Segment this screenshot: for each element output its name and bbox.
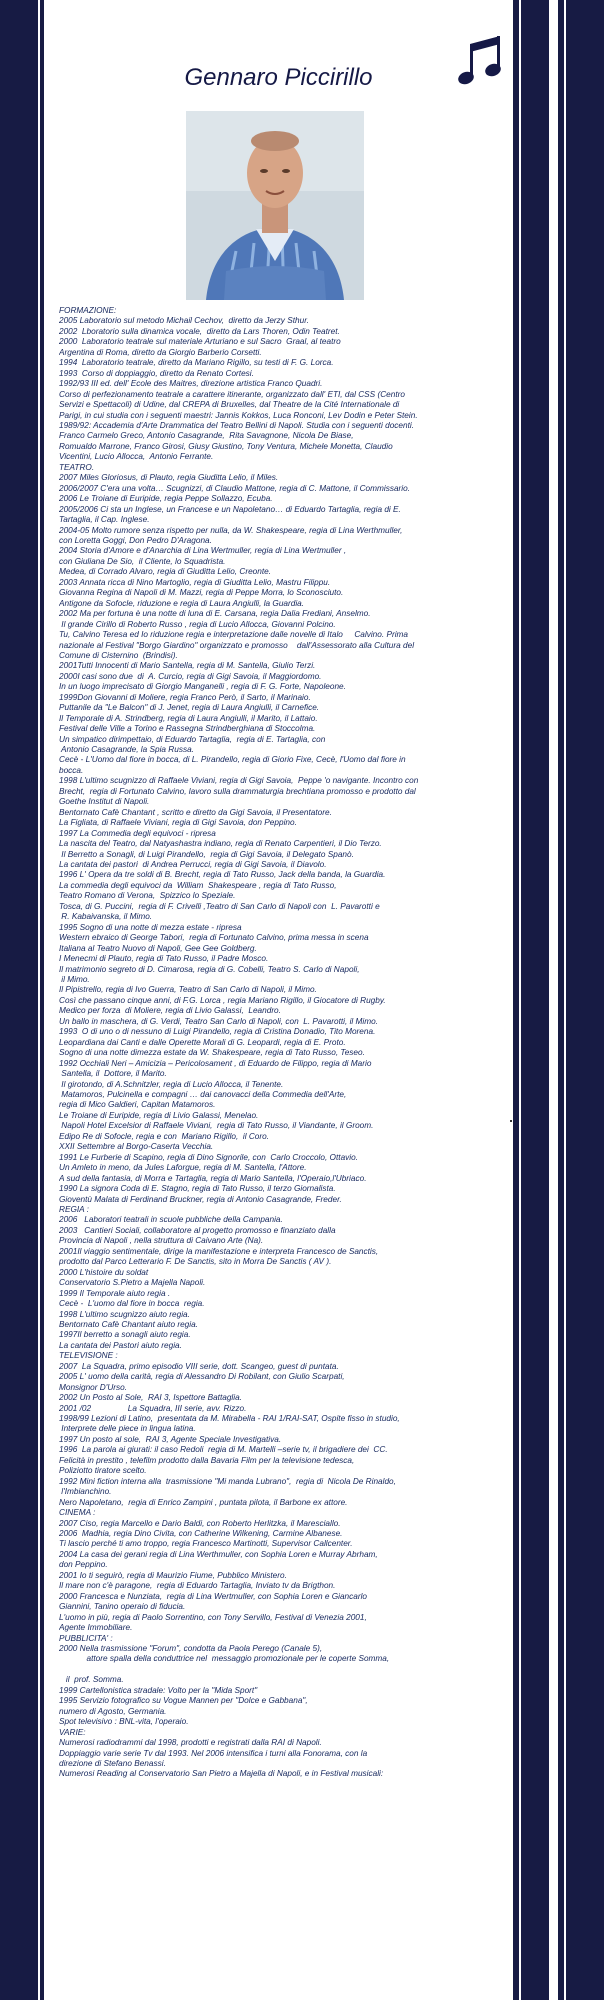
text-line: Un ballo in maschera, di G. Verdi, Teatro San Carlo di Napoli, con L. Pavarotti, il Mimo.: [59, 1016, 378, 1026]
right-outer-stripe: [564, 0, 566, 2000]
text-line: prodotto dal Parco Letterario F. De Sanctis, sito in Morra De Sanctis ( AV ).: [59, 1257, 332, 1267]
text-line: Santella, il Dottore, il Marito.: [59, 1069, 167, 1079]
text-line: 1999Don Giovanni di Moliere, regia Franco Però, il Sarto, il Marinaio.: [59, 692, 311, 702]
text-line: 2007 La Squadra, primo episodio VIII serie, dott. Scangeo, guest di puntata.: [59, 1361, 339, 1371]
text-line: 2006/2007 C'era una volta… Scugnizzi, di Claudio Mattone, regia di C. Mattone, il Commissario.: [59, 483, 410, 493]
text-line: Giovanna Regina di Napoli di M. Mazzi, regia di Peppe Morra, lo Sconosciuto.: [59, 588, 344, 598]
text-line: REGIA :: [59, 1204, 89, 1214]
text-line: Provincia di Napoli , nella struttura di Caivano Arte (Na).: [59, 1236, 264, 1246]
text-line: 1996 L' Opera da tre soldi di B. Brecht, regia di Tato Russo, Jack della banda, la Guardia.: [59, 870, 386, 880]
text-line: Il Berretto a Sonagli, di Luigi Pirandello, regia di Gigi Savoia, il Delegato Spanò.: [59, 849, 354, 859]
text-line: 2006 Le Troiane di Euripide, regia Peppe Sollazzo, Ecuba.: [59, 494, 273, 504]
text-line: numero di Agosto, Germania.: [59, 1706, 167, 1716]
text-line: Spot televisivo : BNL-vita, l'operaio.: [59, 1717, 189, 1727]
text-line: PUBBLICITA' :: [59, 1633, 113, 1643]
text-line: 2004-05 Molto rumore senza rispetto per nulla, da W. Shakespeare, regia di Lina Werthmuller,: [59, 525, 403, 535]
text-line: 2007 Ciso, regia Marcello e Dario Baldi, con Roberto Herlitzka, il Maresciallo.: [59, 1518, 341, 1528]
text-line: il Mimo.: [59, 975, 90, 984]
text-line: 1990 La signora Coda di E. Stagno, regia di Tato Russo, il terzo Giornalista.: [59, 1184, 336, 1194]
text-line: I Menecmi di Plauto, regia di Tato Russo, il Padre Mosco.: [59, 954, 269, 964]
text-line: 1993 Corso di doppiaggio, diretto da Renato Cortesi.: [59, 368, 254, 378]
text-line: Napoli Hotel Excelsior di Raffaele Viviani, regia di Tato Russo, il Viandante, il Groom.: [59, 1121, 374, 1131]
text-line: Gioventù Malata di Ferdinand Bruckner, regia di Antonio Casagrande, Freder.: [59, 1194, 342, 1204]
text-line: Nero Napoletano, regia di Enrico Zampini , puntata pilota, il Barbone ex attore.: [59, 1497, 348, 1507]
text-line: regia di Mico Galdieri, Capitan Matamoros.: [59, 1100, 216, 1110]
text-line: 2000 Laboratorio teatrale sul materiale Arturiano e sul Sacro Graal, al teatro: [59, 337, 341, 347]
text-line: 1992 Mini fiction interna alla trasmissione "Mi manda Lubrano", regia di Nicola De Rinaldo,: [59, 1476, 396, 1486]
text-line: 2001 Io ti seguirò, regia di Maurizio Fiume, Pubblico Ministero.: [59, 1570, 287, 1580]
text-line: 1995 Sogno di una notte di mezza estate - ripresa: [59, 922, 242, 932]
text-line: Edipo Re di Sofocle, regia e con Mariano Rigillo, il Coro.: [59, 1131, 270, 1141]
text-line: 1998 L'ultimo scugnizzo aiuto regia.: [59, 1309, 190, 1319]
text-line: VARIE:: [59, 1727, 86, 1737]
text-line: Il girotondo, di A.Schnitzler, regia di Lucio Allocca, il Tenente.: [59, 1079, 284, 1089]
text-line: Italiana al Teatro Nuovo di Napoli, Gee Gee Goldberg.: [59, 943, 257, 953]
text-line: Sogno di una notte dimezza estate da W. Shakespeare, regia di Tato Russo, Teseo.: [59, 1048, 365, 1058]
text-line: 2000I casi sono due di A. Curcio, regia di Gigi Savoia, il Maggiordomo.: [59, 671, 322, 681]
text-line: 1997 Un posto al sole, RAI 3, Agente Speciale Investigativa.: [59, 1434, 282, 1444]
portrait-photo: [186, 111, 364, 300]
text-line: Tosca, di G. Puccini, regia di F. Crivelli ,Teatro di San Carlo di Napoli con L. Pavarotti e: [59, 901, 380, 911]
text-line: Cecè - L'uomo dal fiore in bocca regia.: [59, 1299, 205, 1309]
text-line: 1997 La Commedia degli equivoci - ripresa: [59, 828, 216, 838]
text-line: Servizi e Spettacoli) di Udine, dal CREPA di Bruxelles, dal Theatre de la Cité Internationale di: [59, 400, 400, 410]
text-line: Vicentini, Lucio Allocca, Antonio Ferrante.: [59, 452, 214, 462]
text-line: Il mare non c'è paragone, regia di Eduardo Tartaglia, Inviato tv da Brigthon.: [59, 1581, 336, 1591]
text-line: 2000 Nella trasmissione "Forum", condotta da Paola Perego (Canale 5),: [59, 1644, 323, 1653]
text-line: Western ebraico di George Tabori, regia di Fortunato Calvino, prima messa in scena: [59, 933, 369, 943]
text-line: Argentina di Roma, diretto da Giorgio Barberio Corsetti.: [59, 347, 262, 357]
text-line: 2005 Laboratorio sul metodo Michail Cechov, diretto da Jerzy Sthur.: [59, 316, 309, 326]
text-line: 2001Il viaggio sentimentale, dirige la manifestazione e interpreta Francesco de Sanctis,: [59, 1246, 379, 1256]
text-line: 1998 L'ultimo scugnizzo di Raffaele Viviani, regia di Gigi Savoia, Peppe 'o navigante. Incontro con: [59, 776, 419, 786]
text-line: 2003 Cantieri Sociali, collaboratore al progetto promosso e finanziato dalla: [59, 1225, 336, 1235]
text-line: Poliziotto tiratore scelto.: [59, 1466, 147, 1476]
text-line: Leopardiana dai Canti e dalle Operette Morali di G. Leopardi, regia di E. Proto.: [59, 1037, 346, 1047]
text-line: CINEMA :: [59, 1508, 96, 1518]
text-line: Brecht, regia di Fortunato Calvino, lavoro sulla drammaturgia brechtiana promosso e prodotto dal: [59, 786, 416, 796]
text-line: 2005 L' uomo della carità, regia di Alessandro Di Robilant, con Giulio Scarpati,: [59, 1372, 345, 1382]
text-line: 2005/2006 Ci sta un Inglese, un Francese e un Napoletano… di Eduardo Tartaglia, regia di E.: [59, 504, 401, 514]
text-line: A sud della fantasia, di Morra e Tartaglia, regia di Mario Santella, l'Operaio,l'Ubriaco.: [59, 1173, 367, 1183]
text-line: Medico per forza di Moliere, regia di Livio Galassi, Leandro.: [59, 1006, 281, 1016]
text-line: XXII Settembre al Borgo-Caserta Vecchia.: [59, 1142, 214, 1152]
text-line: 2002 Un Posto al Sole, RAI 3, Ispettore Battaglia.: [59, 1393, 242, 1403]
text-line: 2002 Lboratorio sulla dinamica vocale, diretto da Lars Thoren, Odin Teatret.: [59, 326, 340, 336]
text-line: 1999 Il Temporale aiuto regia .: [59, 1288, 171, 1298]
text-line: l'Imbianchino.: [59, 1487, 112, 1497]
text-line: Doppiaggio varie serie Tv dal 1993. Nel 2006 intensifica i turni alla Fonorama, con la: [59, 1748, 368, 1758]
text-line: 2007 Miles Gloriosus, di Plauto, regia Giuditta Lelio, il Miles.: [59, 473, 279, 483]
text-line: 1989/92: Accademia d'Arte Drammatica del Teatro Bellini di Napoli. Studia con i seguenti docenti.: [59, 420, 414, 430]
text-line: Corso di perfezionamento teatrale a carattere itinerante, organizzato dall' ETI, dal CSS (Centro: [59, 389, 405, 399]
text-line: L'uomo in più, regia di Paolo Sorrentino, con Tony Servillo, Festival di Venezia 2001,: [59, 1612, 367, 1622]
text-line: 2000 L'histoire du soldat: [59, 1267, 149, 1277]
text-line: FORMAZIONE:: [59, 306, 117, 315]
text-line: Teatro Romano di Verona, Spizzico lo Speziale.: [59, 891, 236, 901]
text-line: con Giuliana De Sio, il Cliente, lo Squadrista.: [59, 556, 226, 566]
biography-text: [59, 306, 504, 1780]
text-line: 2004 Storia d'Amore e d'Anarchia di Lina Wertmuller, regia di Lina Wertmuller ,: [59, 546, 347, 556]
text-line: Cecè - L'Uomo dal fiore in bocca, di L. Pirandello, regia di Giorio Fixe, Cecè, l'Uomo dal fiore in: [59, 755, 406, 765]
text-line: Antonio Casagrande, la Spia Russa.: [59, 745, 194, 755]
text-line: Comune di Cisternino (Brindisi).: [59, 650, 178, 660]
text-line: 1991 Le Furberie di Scapino, regia di Dino Signorile, con Carlo Croccolo, Ottavio.: [59, 1152, 358, 1162]
text-line: 1995 Servizio fotografico su Vogue Mannen per "Dolce e Gabbana",: [59, 1696, 308, 1706]
text-line: Festival delle Ville a Torino e Rassegna Strindberghiana di Stoccolma.: [59, 724, 316, 734]
text-line: Il Temporale di A. Strindberg, regia di Laura Angiulli, il Marito, il Lattaio.: [59, 713, 318, 723]
text-line: Monsignor D'Urso.: [59, 1382, 128, 1392]
text-line: Matamoros, Pulcinella e compagni … dai canovacci della Commedia dell'Arte,: [59, 1089, 347, 1099]
text-line: don Peppino.: [59, 1560, 108, 1570]
text-line: 1992/93 III ed. dell' Ecole des Maitres, direzione artistica Franco Quadri.: [59, 379, 323, 389]
text-line: 2003 Annata ricca di Nino Martoglio, regia di Giuditta Lelio, Mastru Filippu.: [59, 577, 331, 587]
text-line: bocca.: [59, 765, 84, 775]
text-line: [59, 1665, 504, 1675]
page-title: Gennaro Piccirillo: [184, 64, 373, 91]
text-line: 2006 Laboratori teatrali in scuole pubbliche della Campania.: [59, 1215, 283, 1225]
text-line: R. Kabaivanska, il Mimo.: [59, 912, 153, 922]
text-line: Romualdo Marrone, Franco Girosi, Giusy Giustino, Tony Ventura, Michele Monetta, Claudio: [59, 441, 393, 451]
text-line: il prof. Somma.: [59, 1675, 124, 1685]
text-line: 2006 Madhia, regia Dino Civita, con Catherine Wilkening, Carmine Albanese.: [59, 1529, 343, 1539]
text-line: Felicità in prestito , telefilm prodotto dalla Bavaria Film per la televisione tedesca,: [59, 1455, 355, 1465]
text-line: Numerosi Reading al Conservatorio San Pietro a Majella di Napoli, e in Festival musicali:: [59, 1769, 384, 1779]
text-line: direzione di Stefano Benassi.: [59, 1758, 166, 1768]
text-line: TEATRO.: [59, 462, 95, 472]
text-line: La Figliata, di Raffaele Viviani, regia di Gigi Savoia, don Peppino.: [59, 818, 297, 828]
text-line: 2004 La casa dei gerani regia di Lina Werthmuller, con Sophia Loren e Murray Abrham,: [59, 1549, 378, 1559]
text-line: Ti lascio perché ti amo troppo, regia Francesco Martinotti, Supervisor Callcenter.: [59, 1539, 353, 1549]
right-border-stripe: [519, 0, 521, 2000]
text-line: 1998/99 Lezioni di Latino, presentata da M. Mirabella - RAI 1/RAI-SAT, Ospite fisso in studio,: [59, 1414, 400, 1424]
text-line: Conservatorio S.Pietro a Majella Napoli.: [59, 1278, 206, 1288]
text-line: 1999 Cartellonistica stradale: Volto per la "Mida Sport": [59, 1685, 258, 1695]
text-line: 2001Tutti Innocenti di Mario Santella, regia di M. Santella, Giulio Terzi.: [59, 661, 316, 671]
text-line: Interprete delle piece in lingua latina.: [59, 1424, 196, 1434]
text-line: In un luogo imprecisato di Giorgio Manganelli , regia di F. G. Forte, Napoleone.: [59, 682, 346, 692]
text-line: 2002 Ma per fortuna è una notte di luna di E. Carsana, regia Dalia Frediani, Anselmo.: [59, 609, 371, 619]
text-line: Tu, Calvino Teresa ed Io riduzione regia e interpretazione dalle novelle di Italo Calvino. Prima: [59, 630, 408, 640]
text-line: Agente Immobiliare.: [59, 1623, 133, 1633]
left-border-stripe: [38, 0, 40, 2000]
text-line: Il grande Cirillo di Roberto Russo , regia di Lucio Allocca, Giovanni Polcino.: [59, 619, 336, 629]
text-line: TELEVISIONE :: [59, 1351, 118, 1361]
text-line: Il matrimonio segreto di D. Cimarosa, regia di G. Cobelli, Teatro S. Carlo di Napoli,: [59, 964, 360, 974]
text-line: Goethe Institut di Napoli.: [59, 797, 150, 807]
text-line: Le Troiane di Euripide, regia di Livio Galassi, Menelao.: [59, 1110, 259, 1120]
text-line: La nascita del Teatro, dal Natyashastra indiano, regia di Renato Carpentieri, il Dio Terzo.: [59, 839, 382, 849]
text-line: La commedia degli equivoci da William Shakespeare , regia di Tato Russo,: [59, 880, 337, 890]
text-line: La cantata dei Pastori aiuto regia.: [59, 1340, 182, 1350]
text-line: nazionale al Festival "Borgo Giardino" organizzato e promosso dall'Assessorato alla Cultura del: [59, 640, 415, 650]
text-line: Bentornato Cafè Chantant aiuto regia.: [59, 1319, 198, 1329]
text-line: Il Pipistrello, regia di Ivo Guerra, Teatro di San Carlo di Napoli, il Mimo.: [59, 985, 317, 995]
text-line: Parigi, in cui studia con i seguenti maestri: Jannis Kokkos, Luca Ronconi, Lev Dodin e Peter Stein.: [59, 410, 418, 420]
text-line: Tartaglia, il Cap. Inglese.: [59, 515, 150, 525]
text-line: 2000 Francesca e Nunziata, regia di Lina Wertmuller, con Sophia Loren e Giancarlo: [59, 1591, 368, 1601]
text-line: con Loretta Goggi, Don Pedro D'Aragona.: [59, 535, 212, 545]
text-line: Bentornato Cafè Chantant , scritto e diretto da Gigi Savoia, il Presentatore.: [59, 807, 332, 817]
text-line: 2001 /02 La Squadra, III serie, avv. Rizzo.: [59, 1403, 247, 1413]
text-line: 1997Il berretto a sonagli aiuto regia.: [59, 1330, 191, 1340]
text-line: La cantata dei pastori di Andrea Perrucci, regia di Gigi Savoia, il Diavolo.: [59, 860, 327, 870]
text-line: attore spalla della conduttrice nel messaggio promozionale per le coperte Somma,: [59, 1654, 390, 1664]
text-line: Così che passano cinque anni, di F.G. Lorca , regia Mariano Rigillo, il Giocatore di Rugby.: [59, 995, 386, 1005]
text-line: Franco Carmelo Greco, Antonio Casagrande, Rita Savagnone, Nicola De Biase,: [59, 431, 354, 441]
content-panel: [44, 0, 513, 2000]
text-line: Giannini, Tanino operaio di fiducia.: [59, 1602, 186, 1612]
text-line: Un Amleto in meno, da Jules Laforgue, regia di M. Santella, l'Attore.: [59, 1163, 307, 1173]
text-line: 1993 O di uno o di nessuno di Luigi Pirandello, regia di Cristina Donadio, Tito Morena.: [59, 1027, 376, 1037]
music-note-icon: [456, 36, 504, 88]
text-line: Puttanile da "Le Balcon" di J. Jenet, regia di Laura Angiulli, il Carnefice.: [59, 703, 320, 713]
text-line: Antigone da Sofocle, riduzione e regia di Laura Angiulli, la Guardia.: [59, 598, 305, 608]
text-line: 1996 La parola ai giurati: il caso Redoli regia di M. Martelli –serie tv, il brigadiere dei CC.: [59, 1445, 388, 1455]
text-line: Un simpatico dirimpettaio, di Eduardo Tartaglia, regia di E. Tartaglia, con: [59, 734, 326, 744]
text-line: Medea, di Corrado Alvaro, regia di Giuditta Lelio, Creonte.: [59, 567, 272, 577]
text-line: 1994 Laboratorio teatrale, diretto da Mariano Rigillo, su testi di F. G. Lorca.: [59, 358, 334, 368]
decorative-dot: [510, 1120, 512, 1122]
text-line: 1992 Occhiali Neri – Amicizia – Pericolosament , di Eduardo de Filippo, regia di Mario: [59, 1058, 372, 1068]
text-line: Numerosi radiodrammi dal 1998, prodotti e registrati dalla RAI di Napoli.: [59, 1738, 322, 1748]
